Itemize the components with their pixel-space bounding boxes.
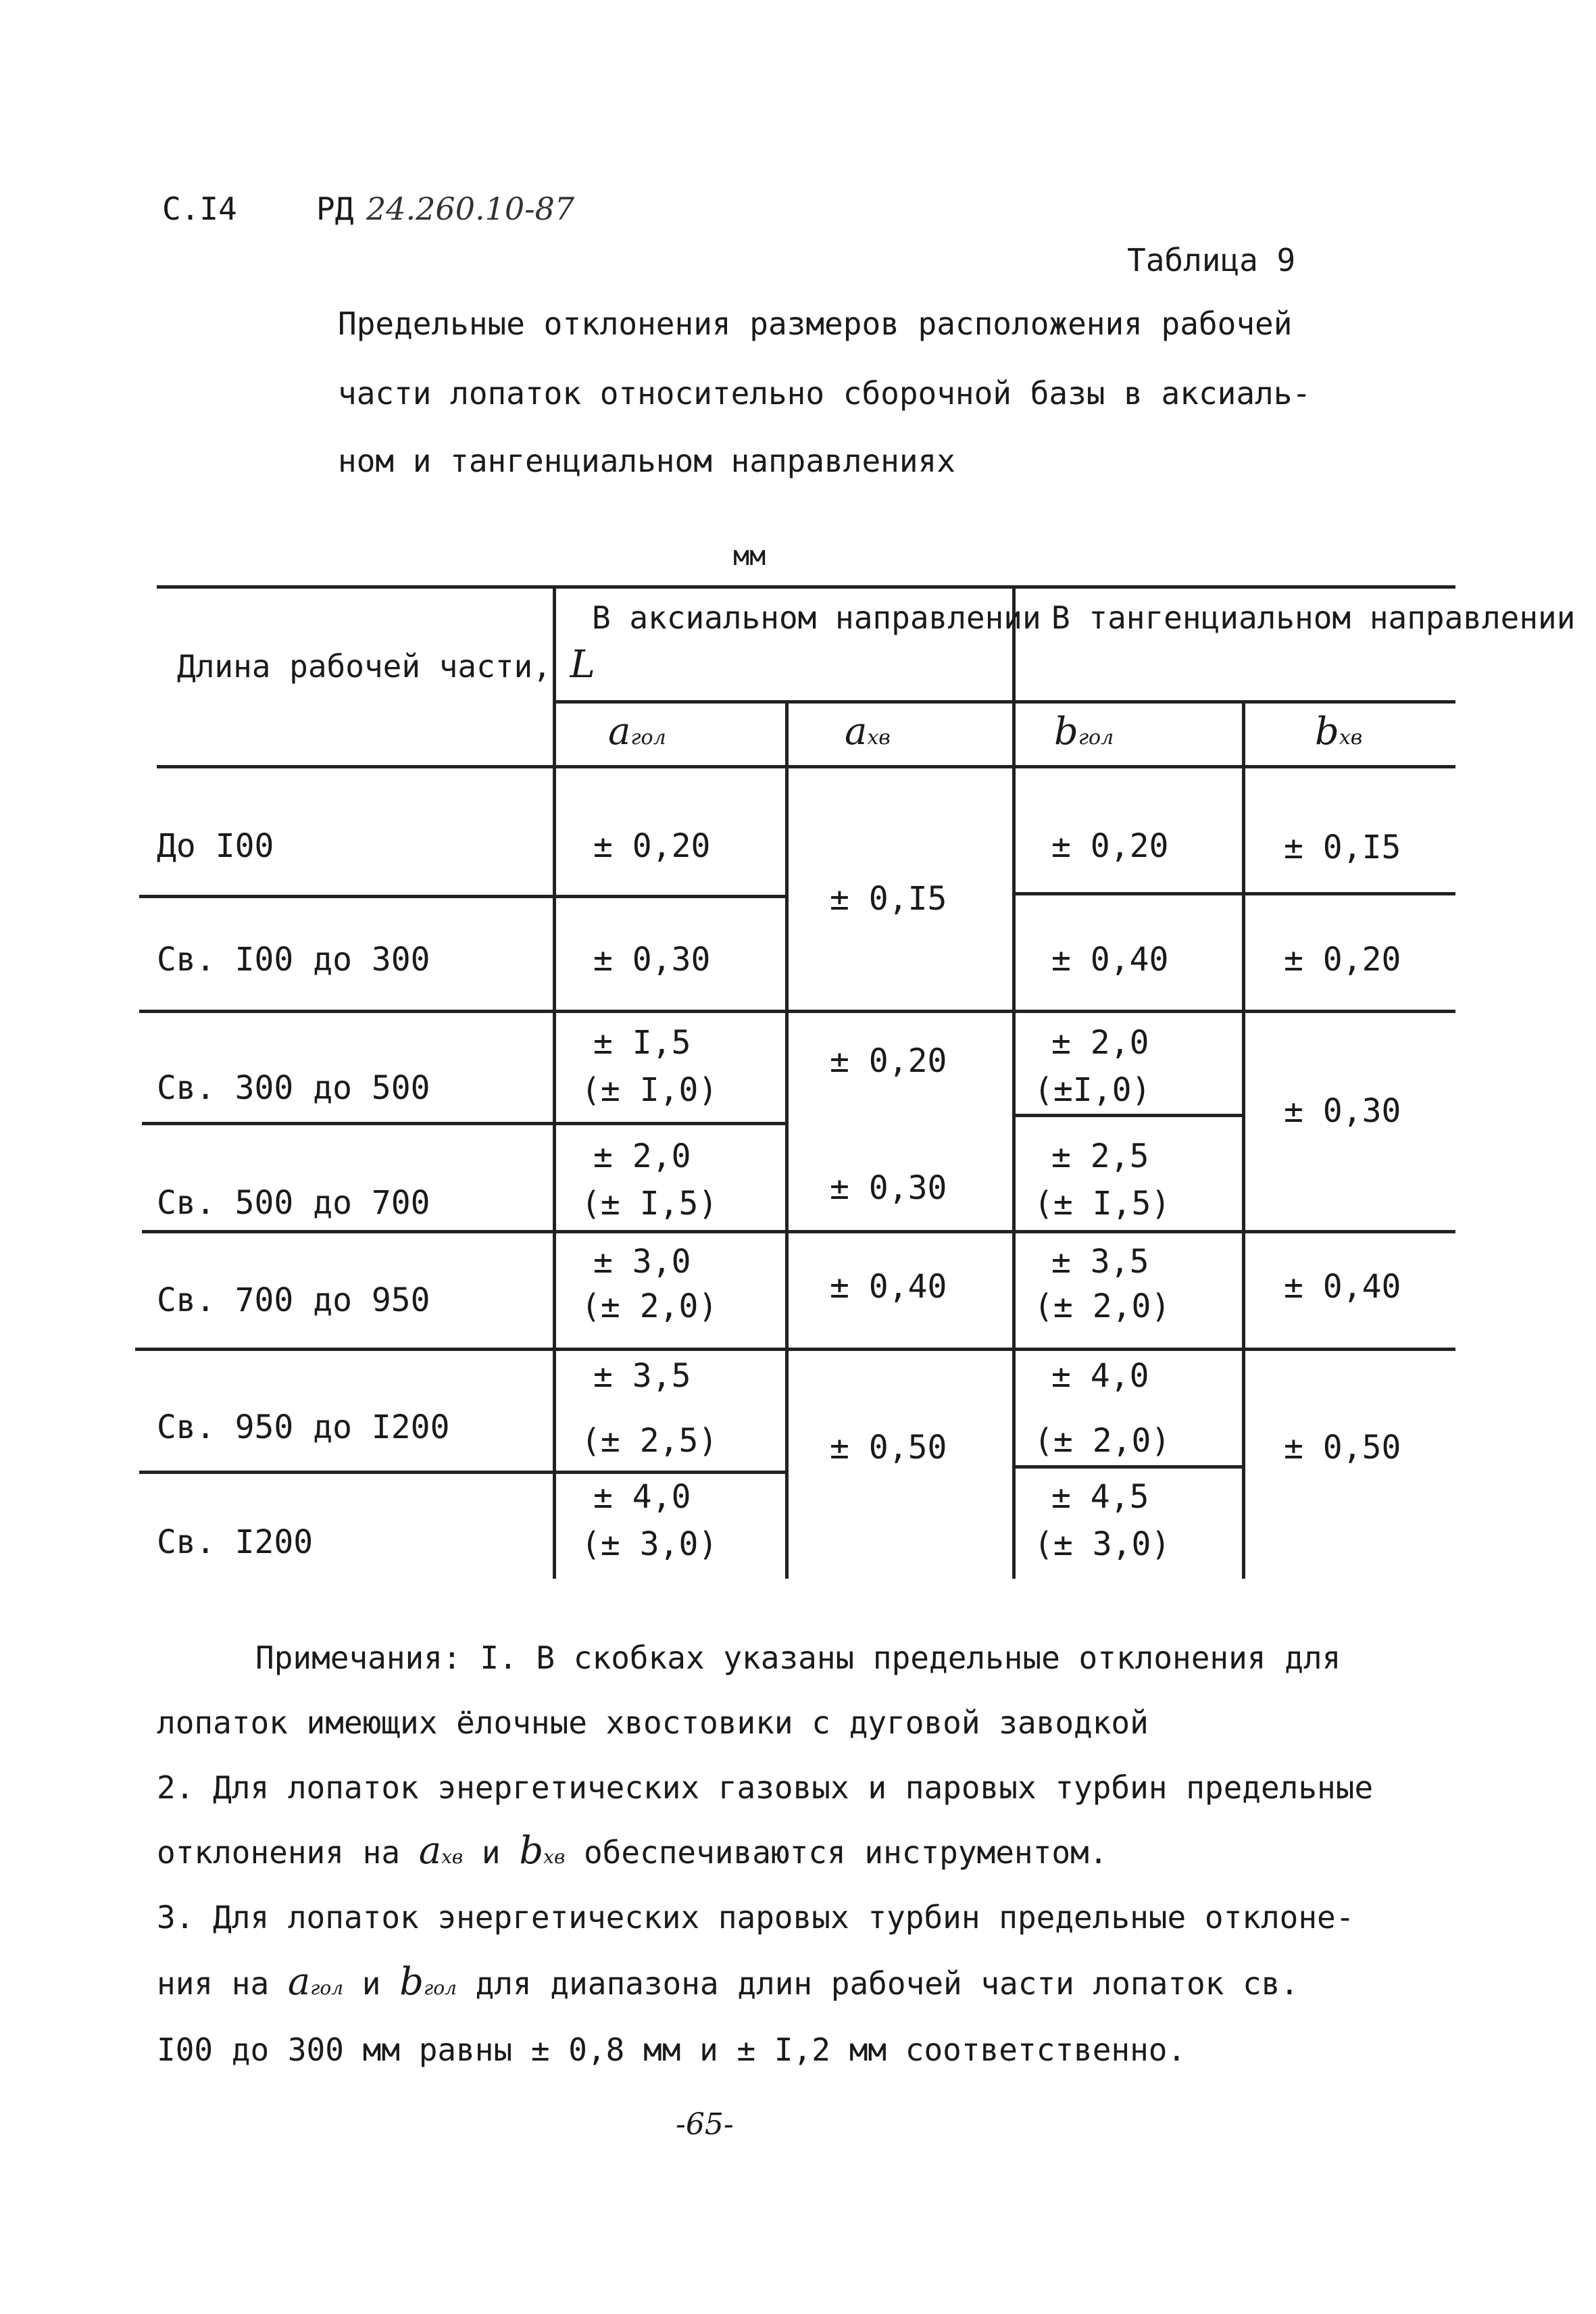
doc-prefix: РД: [316, 191, 354, 227]
axial-header-line-2: направлении: [835, 599, 1041, 636]
row-divider-2: [139, 1010, 1455, 1013]
symbol-a-xv: aхв: [845, 710, 891, 754]
length-header: [177, 643, 595, 687]
a-xv-row-4: ± 0,30: [830, 1169, 947, 1207]
b-xv-rows-6-7: ± 0,50: [1284, 1429, 1401, 1467]
row-5-a-gol: ± 3,0 (± 2,0): [581, 1243, 718, 1325]
row-2-b-xv: ± 0,20: [1284, 941, 1401, 979]
row-divider-3-left: [142, 1122, 788, 1125]
b-xv-rows-3-4: ± 0,30: [1284, 1092, 1401, 1130]
note-1-line-1: Примечания: I. В скобках указаны предельные отклонения для: [255, 1640, 1341, 1676]
row-2-a-gol: ± 0,30: [593, 941, 711, 979]
inline-symbol-a-xv: aхв: [418, 1829, 464, 1873]
row-4-a-gol: ± 2,0 (± I,5): [581, 1137, 718, 1223]
page-number: -65-: [676, 2107, 734, 2142]
table-title-line-3: ном и тангенциальном направлениях: [338, 443, 955, 479]
row-5-length: Св. 700 до 950: [157, 1281, 430, 1319]
note-2-line-1: 2. Для лопаток энергетических газовых и паровых турбин предельные: [157, 1769, 1374, 1806]
symbol-a-gol: aгол: [608, 710, 666, 754]
row-divider-3-right: [1014, 1114, 1243, 1117]
length-header-line-2: части,: [439, 648, 570, 685]
a-xv-rows-6-7: ± 0,50: [830, 1429, 947, 1467]
note-3-line-3: I00 до 300 мм равны ± 0,8 мм и ± I,2 мм соответственно.: [157, 2032, 1187, 2068]
row-6-b-gol: ± 4,0 (± 2,0): [1034, 1357, 1171, 1460]
inline-symbol-a-gol: aгол: [287, 1960, 344, 2004]
row-1-b-gol: ± 0,20: [1051, 827, 1169, 865]
row-3-b-gol: ± 2,0 (±I,0): [1034, 1024, 1151, 1109]
header-group-divider: [554, 700, 1455, 704]
length-header-line-1: Длина рабочей: [177, 648, 421, 685]
tangential-header-line-1: В тангенциальном: [1051, 599, 1351, 636]
row-3-a-gol: ± I,5 (± I,0): [581, 1024, 718, 1109]
inline-symbol-b-xv: bхв: [519, 1829, 566, 1873]
table-top-border: [157, 585, 1455, 589]
table-title-line-2: части лопаток относительно сборочной базы в аксиаль-: [338, 375, 1312, 412]
col-divider-tangential: [1242, 700, 1245, 1579]
row-1-a-gol: ± 0,20: [593, 827, 711, 865]
row-2-b-gol: ± 0,40: [1051, 941, 1169, 979]
table-title-line-1: Предельные отклонения размеров расположения рабочей: [338, 305, 1293, 342]
row-divider-1-left: [139, 895, 787, 898]
col-divider-group: [1012, 585, 1016, 1579]
row-7-length: Св. I200: [157, 1523, 314, 1561]
table-label: Таблица 9: [1127, 242, 1296, 278]
axial-group-header: [592, 600, 1041, 635]
row-7-b-gol: ± 4,5 (± 3,0): [1034, 1478, 1171, 1563]
axial-header-line-1: В аксиальном: [592, 599, 817, 636]
length-symbol: L: [570, 643, 595, 687]
row-divider-4: [142, 1230, 1455, 1233]
a-xv-rows-1-2: ± 0,I5: [830, 880, 947, 918]
note-1-line-2: лопаток имеющих ёлочные хвостовики с дуговой заводкой: [157, 1704, 1149, 1741]
tangential-group-header: [1051, 600, 1575, 635]
a-xv-row-5: ± 0,40: [830, 1268, 947, 1306]
note-2-line-2: отклонения на aхв и bхв обеспечиваются инструментом.: [157, 1829, 1108, 1873]
doc-number: 24.260.10-87: [366, 191, 575, 227]
row-4-length: Св. 500 до 700: [157, 1184, 430, 1222]
row-divider-5: [135, 1348, 1455, 1351]
symbol-b-gol: bгол: [1054, 710, 1114, 754]
symbol-b-xv: bхв: [1315, 710, 1363, 754]
row-5-b-xv: ± 0,40: [1284, 1268, 1401, 1306]
row-4-b-gol: ± 2,5 (± I,5): [1034, 1137, 1171, 1223]
row-2-length: Св. I00 до 300: [157, 941, 430, 979]
page-code: С.I4: [162, 191, 237, 227]
note-3-line-2: ния на aгол и bгол для диапазона длин рабочей части лопаток св.: [157, 1960, 1299, 2004]
col-divider-length: [553, 585, 556, 1579]
col-divider-axial: [785, 700, 789, 1579]
a-xv-row-3: ± 0,20: [830, 1042, 947, 1080]
header-bottom-border: [157, 765, 1455, 768]
note-3-line-1: 3. Для лопаток энергетических паровых турбин предельные отклоне-: [157, 1899, 1355, 1936]
units-label: мм: [733, 541, 766, 572]
inline-symbol-b-gol: bгол: [399, 1960, 457, 2004]
row-divider-1-right: [1014, 892, 1455, 895]
tangential-header-line-2: направлении: [1369, 599, 1576, 636]
row-3-length: Св. 300 до 500: [157, 1069, 430, 1107]
row-6-length: Св. 950 до I200: [157, 1408, 450, 1446]
row-6-a-gol: ± 3,5 (± 2,5): [581, 1357, 718, 1460]
row-5-b-gol: ± 3,5 (± 2,0): [1034, 1243, 1171, 1325]
row-1-b-xv: ± 0,I5: [1284, 829, 1401, 866]
row-1-length: До I00: [157, 827, 274, 865]
row-7-a-gol: ± 4,0 (± 3,0): [581, 1478, 718, 1563]
